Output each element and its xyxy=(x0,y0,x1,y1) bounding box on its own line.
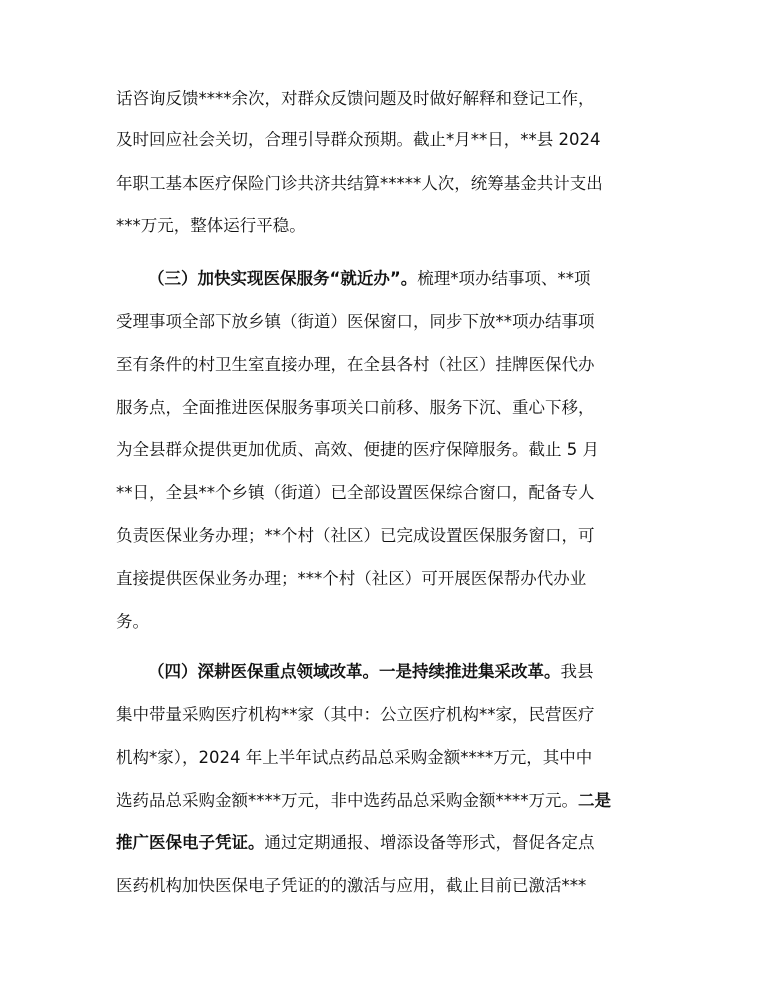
text-line: ***万元，整体运行平稳。 xyxy=(116,216,306,235)
text-line: 受理事项全部下放乡镇（街道）医保窗口，同步下放**项办结事项 xyxy=(116,312,595,331)
text-line xyxy=(116,788,656,814)
text-line xyxy=(116,830,656,856)
text-line: 医药机构加快医保电子凭证的的激活与应用，截止目前已激活*** xyxy=(116,876,587,895)
section-heading: （四）深耕医保重点领域改革。一是持续推进集采改革。 xyxy=(148,662,561,681)
paragraph-first-line xyxy=(148,659,656,685)
text-line: 为全县群众提供更加优质、高效、便捷的医疗保障服务。截止 5 月 xyxy=(116,440,599,459)
paragraph-first-line xyxy=(148,266,656,292)
text-line: 及时回应社会关切，合理引导群众预期。截止*月**日，**县 2024 xyxy=(116,130,601,149)
text-line: 至有条件的村卫生室直接办理，在全县各村（社区）挂牌医保代办 xyxy=(116,355,595,374)
text-span: 选药品总采购金额****万元，非中选药品总采购金额****万元。 xyxy=(116,791,578,810)
text-span: 梳理*项办结事项、**项 xyxy=(417,269,591,288)
text-line: 负责医保业务办理；**个村（社区）已完成设置医保服务窗口，可 xyxy=(116,526,595,545)
text-line: 服务点，全面推进医保服务事项关口前移、服务下沉、重心下移， xyxy=(116,398,595,417)
text-line: 话咨询反馈****余次，对群众反馈问题及时做好解释和登记工作， xyxy=(116,89,595,108)
text-line: 年职工基本医疗保险门诊共济共结算*****人次，统筹基金共计支出 xyxy=(116,174,603,193)
text-span: 我县 xyxy=(560,662,594,681)
text-span: 通过定期通报、增添设备等形式，督促各定点 xyxy=(264,833,595,852)
text-line: 务。 xyxy=(116,612,149,631)
text-line: 集中带量采购医疗机构**家（其中：公立医疗机构**家，民营医疗 xyxy=(116,705,595,724)
text-line: 机构*家），2024 年上半年试点药品总采购金额****万元，其中中 xyxy=(116,748,593,767)
text-line: 直接提供医保业务办理；***个村（社区）可开展医保帮办代办业 xyxy=(116,569,587,588)
text-line: **日，全县**个乡镇（街道）已全部设置医保综合窗口，配备专人 xyxy=(116,483,595,502)
bold-text-span: 二是 xyxy=(578,791,611,810)
section-heading: （三）加快实现医保服务“就近办”。 xyxy=(148,269,418,288)
bold-text-span: 推广医保电子凭证。 xyxy=(116,833,265,852)
